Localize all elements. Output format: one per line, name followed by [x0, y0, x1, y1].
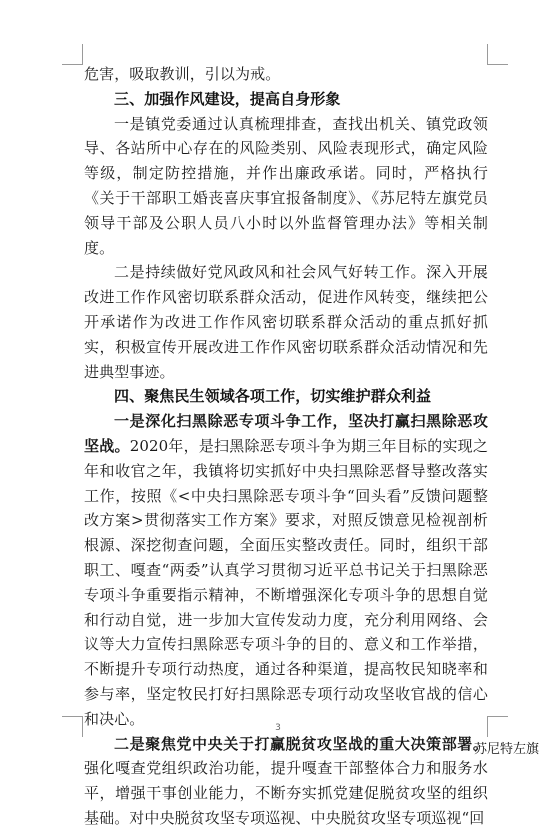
crop-mark-bottom-left	[62, 716, 83, 737]
paragraph-lead: 一是深化扫黑除恶专项斗争工作，坚决打赢扫黑除恶攻坚战。	[84, 412, 488, 455]
paragraph-risk-control: 一是镇党委通过认真梳理排查，查找出机关、镇党政领导、各站所中心存在的风险类别、风险表现形式，确定风险等级，制定防控措施，并作出廉政承诺。同时，严格执行《关于干部职工婚丧喜庆事宜报备制度》、《苏尼特左旗党员领导干部及公职人员八小时以外监督管理办法》等相关制度。	[84, 114, 488, 257]
paragraph-lead: 二是聚焦党中央关于打赢脱贫攻坚战的重大决策部署。	[114, 734, 488, 753]
crop-mark-bottom-right	[487, 716, 508, 737]
paragraph-lead: 二是持续做好党风政风和社会风气好转工作。	[114, 263, 427, 282]
section-heading-4: 四、聚焦民生领域各项工作，切实维护群众利益	[114, 387, 432, 406]
crop-mark-top-left	[62, 44, 83, 65]
document-body	[84, 62, 488, 831]
source-watermark: 苏尼特左旗	[473, 742, 539, 757]
paragraph-continuation: 危害，吸取教训，引以为戒。	[84, 65, 281, 83]
paragraph-style-improvement	[84, 260, 488, 384]
paragraph-body: 2020年，是扫黑除恶专项斗争为期三年目标的实现之年和收官之年，我镇将切实抓好中央扫黑除恶督导整改落实工作，按照《<中央扫黑除恶专项斗争“回头看”反馈问题整改方案>贯彻落实工作方案》要求，对照反馈意见检视剖析根源、深挖彻查问题，全面压实整改责任。同时，组织干部职工、嘎查“两委”认真学习贯彻习近平总书记关于扫黑除恶专项斗争重要指示精神，不断增强深化专项斗争的思想自觉和行动自觉，进一步加大宣传发动力度，充分利用网络、会议等大力宣传扫黑除恶专项斗争的目的、意义和工作举措，不断提升专项行动热度，通过各种渠道，提高牧民知晓率和参与率，坚定牧民打好扫黑除恶专项行动攻坚收官战的信心和决心。	[84, 436, 488, 728]
paragraph-body: 深入开展改进工作作风密切联系群众活动，促进作风转变，继续把公开承诺作为改进工作作风密切联系群众活动的重点抓好抓实，积极宣传开展改进工作作风密切联系群众活动情况和先进典型事迹。	[84, 263, 488, 381]
page-number: 3	[275, 723, 281, 733]
crop-mark-top-right	[487, 44, 508, 65]
paragraph-anti-crime	[84, 409, 488, 731]
paragraph-poverty-alleviation	[84, 732, 488, 831]
paragraph-body: 强化嘎查党组织政治功能，提升嘎查干部整体合力和服务水平，增强干事创业能力，不断夯实抓党建促脱贫攻坚的组织基础。对中央脱贫攻坚专项巡视、中央脱贫攻坚专项巡视“回	[84, 759, 488, 827]
section-heading-3: 三、加强作风建设，提高自身形象	[114, 89, 341, 108]
